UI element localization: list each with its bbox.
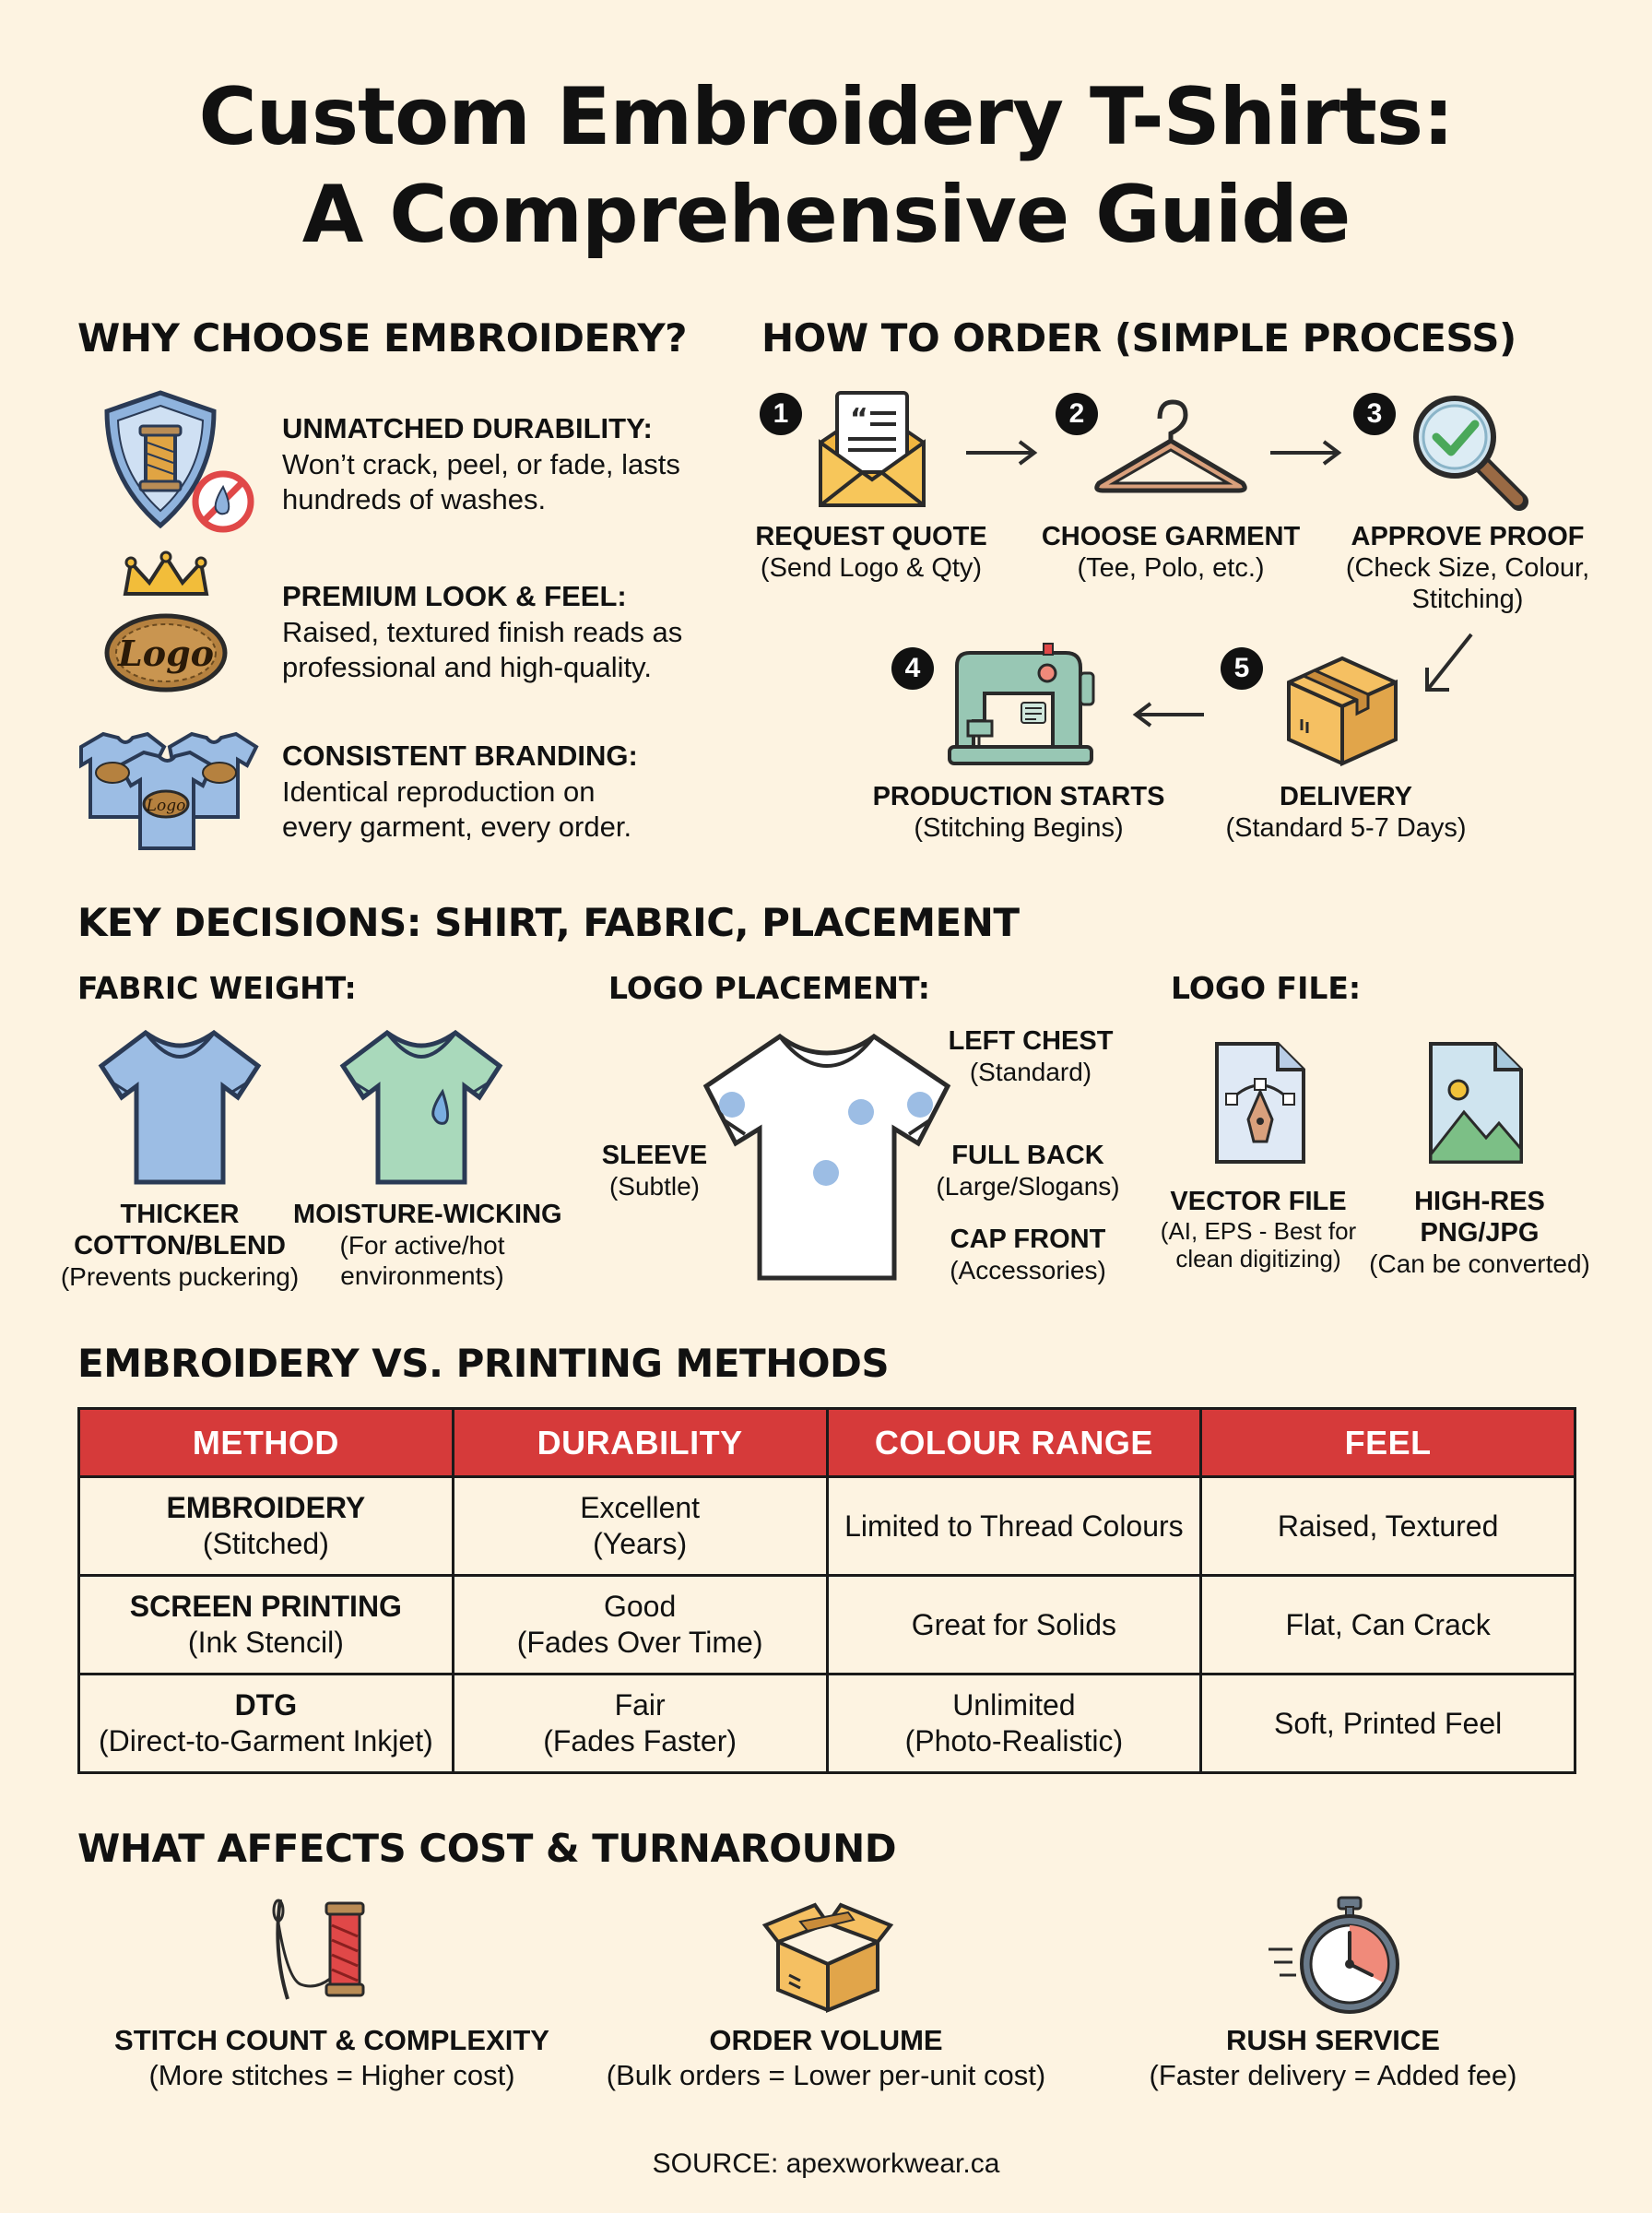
- placement-dot-left-chest: [848, 1099, 874, 1125]
- durability-cell: [453, 1675, 827, 1773]
- step-subtitle: (Standard 5-7 Days): [1225, 813, 1467, 843]
- step-subtitle: Stitching): [1411, 585, 1524, 614]
- placement-sleeve: [590, 1140, 719, 1201]
- step-5-label: [1198, 781, 1493, 844]
- vector-file-icon: [1211, 1038, 1309, 1172]
- placement-full-back: [931, 1140, 1125, 1201]
- why-item-text: Won’t crack, peel, or fade, lasts: [282, 448, 680, 480]
- column-header: COLOUR RANGE: [827, 1409, 1201, 1477]
- table-row: [79, 1576, 1575, 1675]
- image-file-icon: [1425, 1038, 1527, 1172]
- placement-dot-sleeve-right: [907, 1092, 933, 1118]
- fabric-subtitle: environments): [340, 1261, 504, 1290]
- why-item-consistent: [282, 738, 715, 845]
- step-1-label: [728, 521, 1014, 584]
- placement-left-chest: [927, 1025, 1134, 1087]
- colour-cell: [827, 1477, 1201, 1576]
- step-title: PRODUCTION STARTS: [872, 782, 1165, 811]
- durability-note: (Years): [593, 1527, 688, 1560]
- colour-value: Great for Solids: [911, 1607, 1117, 1641]
- table-header-row: [79, 1409, 1575, 1477]
- fabric-title: MOISTURE-WICKING: [293, 1200, 562, 1229]
- durability-note: (Fades Faster): [543, 1724, 738, 1757]
- file-subtitle: (Can be converted): [1369, 1249, 1590, 1278]
- order-heading: HOW TO ORDER (SIMPLE PROCESS): [761, 315, 1516, 361]
- method-name: EMBROIDERY: [166, 1491, 366, 1524]
- box-icon: [1280, 651, 1405, 772]
- fabric-title: THICKER: [120, 1200, 240, 1229]
- colour-cell: [827, 1576, 1201, 1675]
- feel-cell: Raised, Textured: [1201, 1477, 1575, 1576]
- stopwatch-icon: [1265, 1894, 1403, 2020]
- placement-shirt-icon: [697, 1029, 957, 1288]
- why-item-text: professional and high-quality.: [282, 651, 652, 683]
- table-row: [79, 1675, 1575, 1773]
- step-3-label: [1320, 521, 1615, 615]
- method-name: SCREEN PRINTING: [129, 1590, 402, 1623]
- step-subtitle: (Tee, Polo, etc.): [1077, 553, 1265, 583]
- cost-item-stitch: [55, 2023, 608, 2093]
- comparison-heading: EMBROIDERY VS. PRINTING METHODS: [77, 1341, 890, 1386]
- why-item-text: every garment, every order.: [282, 811, 632, 843]
- decisions-heading: KEY DECISIONS: SHIRT, FABRIC, PLACEMENT: [77, 900, 1020, 945]
- file-title: VECTOR FILE: [1170, 1187, 1347, 1216]
- step-number-5: 5: [1221, 647, 1263, 690]
- magnifier-check-icon: [1410, 393, 1530, 515]
- file-subtitle: (AI, EPS - Best for: [1160, 1217, 1357, 1245]
- durability-note: (Fades Over Time): [516, 1626, 763, 1659]
- why-item-title: PREMIUM LOOK & FEEL:: [282, 580, 627, 612]
- fabric-wicking-label: [293, 1199, 562, 1291]
- step-4-label: [857, 781, 1180, 844]
- needle-spool-icon: [260, 1896, 389, 2015]
- placement-dot-center: [813, 1160, 839, 1186]
- comparison-table: [77, 1407, 1576, 1774]
- hanger-icon: [1092, 398, 1250, 501]
- title-line-1: Custom Embroidery T-Shirts:: [198, 71, 1454, 163]
- step-subtitle: (Check Size, Colour,: [1345, 553, 1590, 583]
- page-title: [0, 68, 1652, 264]
- step-2-label: [1023, 521, 1318, 584]
- logo-patch-text: Logo: [146, 797, 186, 815]
- svg-text:“: “: [850, 403, 868, 435]
- method-cell: [79, 1576, 454, 1675]
- arrow-right-icon: [1268, 439, 1342, 471]
- placement-heading: LOGO PLACEMENT:: [608, 970, 930, 1006]
- why-item-text: Identical reproduction on: [282, 775, 596, 808]
- method-name: DTG: [234, 1688, 298, 1722]
- file-vector-label: [1143, 1186, 1374, 1272]
- feel-cell: Soft, Printed Feel: [1201, 1675, 1575, 1773]
- colour-note: (Photo-Realistic): [904, 1724, 1124, 1757]
- durability-value: Fair: [614, 1688, 666, 1722]
- cost-subtitle: (Bulk orders = Lower per-unit cost): [606, 2059, 1046, 2091]
- tshirts-stack-icon: [72, 728, 262, 858]
- cost-title: RUSH SERVICE: [1226, 2024, 1440, 2056]
- why-item-text: Raised, textured finish reads as: [282, 616, 683, 648]
- placement-subtitle: (Subtle): [608, 1172, 701, 1201]
- open-box-icon: [763, 1898, 892, 2017]
- arrow-left-icon: [1132, 701, 1206, 733]
- placement-cap-front: [931, 1224, 1125, 1285]
- why-heading: WHY CHOOSE EMBROIDERY?: [77, 315, 687, 361]
- why-item-title: CONSISTENT BRANDING:: [282, 740, 638, 772]
- file-subtitle: clean digitizing): [1175, 1245, 1341, 1272]
- why-item-premium: [282, 578, 715, 685]
- column-header: DURABILITY: [453, 1409, 827, 1477]
- why-item-title: UNMATCHED DURABILITY:: [282, 412, 653, 444]
- cost-heading: WHAT AFFECTS COST & TURNAROUND: [77, 1826, 897, 1871]
- placement-subtitle: (Standard): [969, 1058, 1092, 1086]
- fabric-title: COTTON/BLEND: [74, 1231, 286, 1260]
- step-title: CHOOSE GARMENT: [1041, 522, 1301, 551]
- why-item-text: hundreds of washes.: [282, 483, 547, 515]
- step-title: REQUEST QUOTE: [755, 522, 987, 551]
- placement-subtitle: (Large/Slogans): [936, 1172, 1120, 1201]
- method-cell: [79, 1477, 454, 1576]
- durability-value: Excellent: [580, 1491, 701, 1524]
- step-number-3: 3: [1353, 393, 1396, 435]
- shield-spool-icon: [96, 387, 262, 539]
- cost-subtitle: (Faster delivery = Added fee): [1149, 2059, 1517, 2091]
- fabric-heading: FABRIC WEIGHT:: [77, 970, 357, 1006]
- cost-title: ORDER VOLUME: [709, 2024, 943, 2056]
- method-sub: (Ink Stencil): [187, 1626, 344, 1659]
- step-title: APPROVE PROOF: [1351, 522, 1585, 551]
- method-sub: (Stitched): [202, 1527, 329, 1560]
- colour-cell: [827, 1675, 1201, 1773]
- file-heading: LOGO FILE:: [1171, 970, 1362, 1006]
- fabric-subtitle: (Prevents puckering): [60, 1262, 300, 1291]
- title-line-2: A Comprehensive Guide: [301, 169, 1351, 261]
- placement-dot-sleeve-left: [719, 1092, 745, 1118]
- file-title: PNG/JPG: [1420, 1218, 1540, 1248]
- envelope-icon: [815, 387, 929, 515]
- colour-value: Limited to Thread Colours: [844, 1509, 1184, 1543]
- placement-title: SLEEVE: [601, 1141, 708, 1170]
- file-title: HIGH-RES: [1414, 1187, 1545, 1216]
- step-number-4: 4: [891, 647, 934, 690]
- fabric-subtitle: (For active/hot: [339, 1231, 505, 1260]
- method-sub: (Direct-to-Garment Inkjet): [99, 1724, 433, 1757]
- step-number-1: 1: [760, 393, 802, 435]
- placement-subtitle: (Accessories): [950, 1256, 1106, 1284]
- placement-title: FULL BACK: [951, 1141, 1104, 1170]
- fabric-thick-label: [55, 1199, 304, 1292]
- cost-item-volume: [549, 2023, 1103, 2093]
- cost-item-rush: [1056, 2023, 1610, 2093]
- sewing-machine-icon: [944, 642, 1097, 774]
- column-header: METHOD: [79, 1409, 454, 1477]
- feel-cell: Flat, Can Crack: [1201, 1576, 1575, 1675]
- column-header: FEEL: [1201, 1409, 1575, 1477]
- cost-title: STITCH COUNT & COMPLEXITY: [114, 2024, 549, 2056]
- table-row: [79, 1477, 1575, 1576]
- step-number-2: 2: [1056, 393, 1098, 435]
- thick-cotton-shirt-icon: [94, 1025, 266, 1192]
- logo-patch-text: Logo: [118, 633, 214, 674]
- durability-cell: [453, 1576, 827, 1675]
- moisture-wicking-shirt-icon: [336, 1025, 507, 1192]
- durability-value: Good: [603, 1590, 677, 1623]
- file-image-label: [1364, 1186, 1595, 1279]
- method-cell: [79, 1675, 454, 1773]
- colour-value: Unlimited: [952, 1688, 1076, 1722]
- placement-title: CAP FRONT: [950, 1225, 1106, 1254]
- step-title: DELIVERY: [1280, 782, 1412, 811]
- step-subtitle: (Stitching Begins): [914, 813, 1124, 843]
- crown-logo-patch-icon: [101, 553, 230, 696]
- arrow-down-left-icon: [1420, 631, 1475, 700]
- durability-cell: [453, 1477, 827, 1576]
- source-text: SOURCE: apexworkwear.ca: [652, 2148, 1000, 2179]
- why-item-durability: [282, 410, 706, 517]
- step-subtitle: (Send Logo & Qty): [760, 553, 983, 583]
- placement-title: LEFT CHEST: [948, 1026, 1114, 1056]
- arrow-right-icon: [964, 439, 1038, 471]
- cost-subtitle: (More stitches = Higher cost): [148, 2059, 515, 2091]
